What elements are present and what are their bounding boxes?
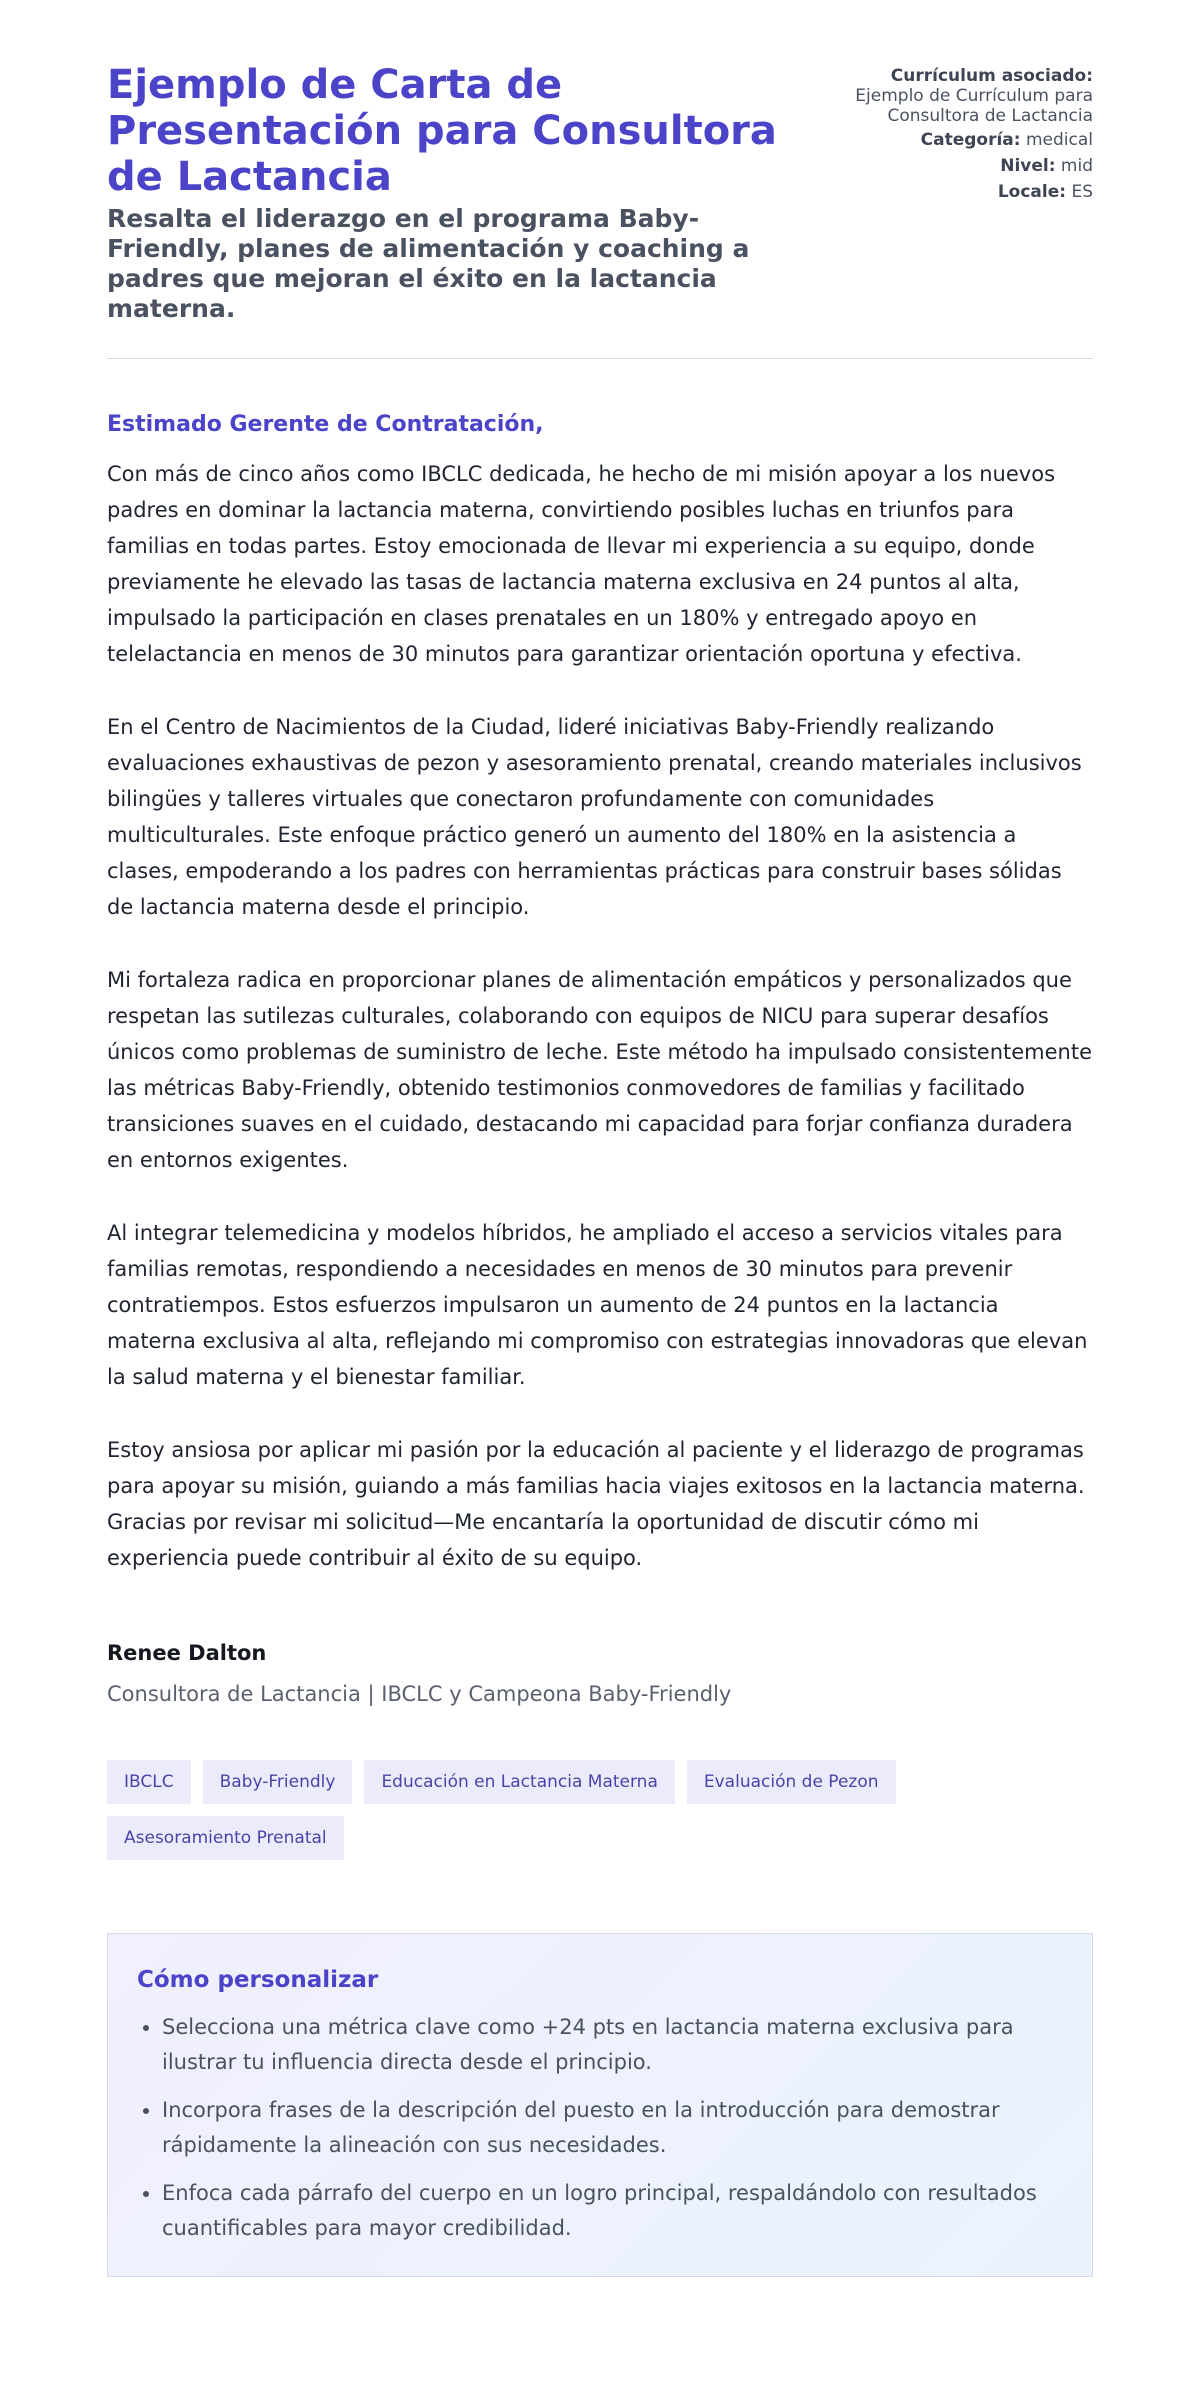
customization-tips-box — [107, 1933, 1093, 2277]
meta-category-label: Categoría: — [920, 130, 1021, 150]
meta-resume — [853, 66, 1093, 126]
meta-level-label: Nivel: — [1000, 156, 1056, 176]
letter-paragraph: Estoy ansiosa por aplicar mi pasión por la educación al paciente y el liderazgo de programas para apoyar su misión, guiando a más familias hacia viajes exitosos en la lactancia materna. Gracias por revisar mi solicitud—Me encantaría la oportunidad de discutir cómo mi experiencia puede contribuir al éxito de su equipo. — [107, 1438, 1085, 1570]
letter-paragraph: En el Centro de Nacimientos de la Ciudad, lideré iniciativas Baby-Friendly realizando evaluaciones exhaustivas de pezon y asesoramiento prenatal, creando materiales inclusivos bilingües y talleres virtuales que conectaron profundamente con comunidades multiculturales. Este enfoque práctico generó un aumento del 180% en la asistencia a clases, empoderando a los padres con herramientas prácticas para construir bases sólidas de lactancia materna desde el principio. — [107, 715, 1082, 919]
header-divider — [107, 358, 1093, 359]
letter-body — [107, 456, 1093, 1576]
meta-panel — [853, 66, 1093, 208]
skill-tag: Evaluación de Pezon — [687, 1760, 896, 1804]
meta-level — [853, 156, 1093, 176]
skill-tags — [107, 1760, 987, 1872]
tip-item: • Selecciona una métrica clave como +24 pts en lactancia materna exclusiva para ilustrar tu influencia directa desde el principio. — [162, 2010, 1063, 2080]
meta-category-value: medical — [1025, 130, 1093, 150]
meta-locale-value: ES — [1071, 182, 1093, 202]
signature-block — [107, 1640, 1093, 1708]
signature-name: Renee Dalton — [107, 1641, 267, 1665]
meta-resume-label: Currículum asociado: — [890, 66, 1093, 86]
letter-greeting: Estimado Gerente de Contratación, — [107, 412, 544, 437]
skill-tag: IBCLC — [107, 1760, 191, 1804]
signature-title: Consultora de Lactancia | IBCLC y Campeona Baby-Friendly — [107, 1682, 732, 1706]
meta-category — [853, 130, 1093, 150]
meta-locale — [853, 182, 1093, 202]
letter-paragraph: Al integrar telemedicina y modelos híbridos, he ampliado el acceso a servicios vitales para familias remotas, respondiendo a necesidades en menos de 30 minutos para prevenir contratiempos. Estos esfuerzos impulsaron un aumento de 24 puntos en la lactancia materna exclusiva al alta, reflejando mi compromiso con estrategias innovadoras que elevan la salud materna y el bienestar familiar. — [107, 1221, 1088, 1389]
page-header — [107, 0, 1093, 360]
tips-list — [137, 2010, 1063, 2246]
page-subtitle: Resalta el liderazgo en el programa Baby-Friendly, planes de alimentación y coaching a padres que mejoran el éxito en la lactancia materna. — [107, 204, 750, 323]
skill-tag: Asesoramiento Prenatal — [107, 1816, 344, 1860]
meta-resume-value: Ejemplo de Currículum para Consultora de Lactancia — [855, 86, 1093, 126]
letter-paragraph: Con más de cinco años como IBCLC dedicada, he hecho de mi misión apoyar a los nuevos padres en dominar la lactancia materna, convirtiendo posibles luchas en triunfos para familias en todas partes. Estoy emocionada de llevar mi experiencia a su equipo, donde previamente he elevado las tasas de lactancia materna exclusiva en 24 puntos al alta, impulsado la participación en clases prenatales en un 180% y entregado apoyo en telelactancia en menos de 30 minutos para garantizar orientación oportuna y efectiva. — [107, 462, 1056, 666]
page-title: Ejemplo de Carta de Presentación para Consultora de Lactancia — [107, 62, 777, 200]
meta-level-value: mid — [1060, 156, 1093, 176]
tip-item: • Enfoca cada párrafo del cuerpo en un logro principal, respaldándolo con resultados cuantificables para mayor credibilidad. — [162, 2176, 1063, 2246]
tips-title: Cómo personalizar — [137, 1967, 379, 1993]
meta-locale-label: Locale: — [997, 182, 1067, 202]
skill-tag: Baby-Friendly — [203, 1760, 353, 1804]
skill-tag: Educación en Lactancia Materna — [364, 1760, 674, 1804]
tip-item: • Incorpora frases de la descripción del puesto en la introducción para demostrar rápidamente la alineación con sus necesidades. — [162, 2093, 1063, 2163]
letter-paragraph: Mi fortaleza radica en proporcionar planes de alimentación empáticos y personalizados que respetan las sutilezas culturales, colaborando con equipos de NICU para superar desafíos únicos como problemas de suministro de leche. Este método ha impulsado consistentemente las métricas Baby-Friendly, obtenido testimonios conmovedores de familias y facilitado transiciones suaves en el cuidado, destacando mi capacidad para forjar confianza duradera en entornos exigentes. — [107, 968, 1093, 1172]
